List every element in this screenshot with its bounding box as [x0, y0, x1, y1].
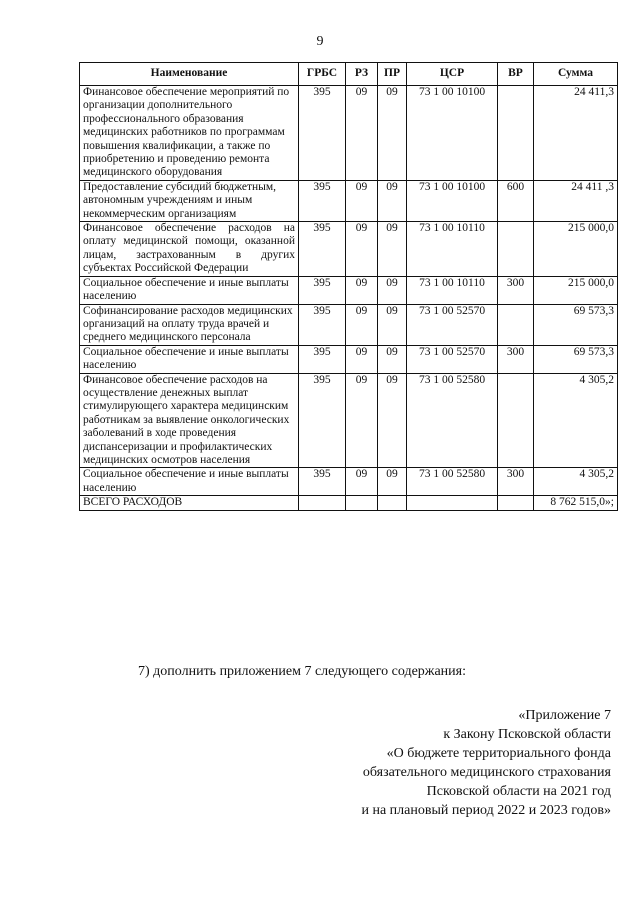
table-row	[80, 468, 618, 496]
table-row	[80, 222, 618, 277]
row-name: Софинансирование расходов медицинских организаций на оплату труда врачей и среднего медицинского персонала	[80, 304, 299, 345]
row-grbs: 395	[299, 222, 346, 277]
row-pr: 09	[378, 86, 407, 181]
table-header-row	[80, 63, 618, 86]
row-csr: 73 1 00 52570	[407, 345, 498, 373]
header-grbs: ГРБС	[299, 63, 346, 86]
row-name: Финансовое обеспечение мероприятий по организации дополнительного профессионального образования медицинских работников по программам повышения квалификации, а также по приобретению и проведению ремонта медицинского оборудования	[80, 86, 299, 181]
row-rz: 09	[346, 180, 378, 221]
row-rz: 09	[346, 468, 378, 496]
row-sum: 4 305,2	[534, 468, 618, 496]
appendix-header	[251, 706, 611, 820]
row-vr	[498, 373, 534, 468]
header-csr: ЦСР	[407, 63, 498, 86]
total-label: ВСЕГО РАСХОДОВ	[80, 496, 299, 511]
appendix-header-line: «О бюджете территориального фонда	[386, 746, 611, 761]
row-vr	[498, 304, 534, 345]
header-vr: ВР	[498, 63, 534, 86]
row-vr: 300	[498, 468, 534, 496]
row-rz: 09	[346, 276, 378, 304]
table-row	[80, 180, 618, 221]
row-name: Социальное обеспечение и иные выплаты населению	[80, 468, 299, 496]
row-name: Социальное обеспечение и иные выплаты населению	[80, 345, 299, 373]
row-csr: 73 1 00 10100	[407, 86, 498, 181]
table-row	[80, 276, 618, 304]
row-csr: 73 1 00 52580	[407, 373, 498, 468]
row-csr: 73 1 00 52580	[407, 468, 498, 496]
row-csr: 73 1 00 10110	[407, 276, 498, 304]
row-grbs: 395	[299, 468, 346, 496]
row-vr: 600	[498, 180, 534, 221]
row-grbs: 395	[299, 345, 346, 373]
appendix-header-line: Псковской области на 2021 год	[426, 784, 611, 799]
row-sum: 69 573,3	[534, 304, 618, 345]
row-pr: 09	[378, 373, 407, 468]
row-sum: 69 573,3	[534, 345, 618, 373]
row-name: Социальное обеспечение и иные выплаты населению	[80, 276, 299, 304]
row-vr	[498, 222, 534, 277]
budget-table	[79, 62, 618, 511]
row-grbs: 395	[299, 180, 346, 221]
row-pr: 09	[378, 304, 407, 345]
row-name: Финансовое обеспечение расходов на оплату медицинской помощи, оказанной лицам, застрахованным в других субъектах Российской Федерации	[80, 222, 299, 277]
header-rz: РЗ	[346, 63, 378, 86]
row-sum: 24 411,3	[534, 86, 618, 181]
row-vr: 300	[498, 345, 534, 373]
row-name: Финансовое обеспечение расходов на осуществление денежных выплат стимулирующего характера медицинским работникам за выявление онкологических заболеваний в ходе проведения диспансеризации и профилактических медицинских осмотров населения	[80, 373, 299, 468]
table-row	[80, 345, 618, 373]
row-rz: 09	[346, 304, 378, 345]
row-grbs: 395	[299, 373, 346, 468]
row-pr: 09	[378, 222, 407, 277]
row-pr: 09	[378, 345, 407, 373]
row-csr: 73 1 00 52570	[407, 304, 498, 345]
row-csr: 73 1 00 10100	[407, 180, 498, 221]
row-name: Предоставление субсидий бюджетным, автономным учреждениям и иным некоммерческим организациям	[80, 180, 299, 221]
row-vr	[498, 86, 534, 181]
row-grbs: 395	[299, 304, 346, 345]
appendix-header-line: и на плановый период 2022 и 2023 годов»	[361, 803, 611, 818]
header-sum: Сумма	[534, 63, 618, 86]
row-pr: 09	[378, 180, 407, 221]
row-sum: 215 000,0	[534, 276, 618, 304]
row-rz: 09	[346, 222, 378, 277]
row-rz: 09	[346, 373, 378, 468]
total-row	[80, 496, 618, 511]
total-sum: 8 762 515,0»;	[534, 496, 618, 511]
header-name: Наименование	[80, 63, 299, 86]
appendix-header-line: обязательного медицинского страхования	[362, 765, 611, 780]
appendix-header-line: к Закону Псковской области	[443, 727, 611, 742]
table-row	[80, 86, 618, 181]
row-pr: 09	[378, 276, 407, 304]
row-vr: 300	[498, 276, 534, 304]
table-row	[80, 373, 618, 468]
row-rz: 09	[346, 86, 378, 181]
row-csr: 73 1 00 10110	[407, 222, 498, 277]
table-row	[80, 304, 618, 345]
row-sum: 24 411 ,3	[534, 180, 618, 221]
row-sum: 215 000,0	[534, 222, 618, 277]
amendment-paragraph: 7) дополнить приложением 7 следующего содержания:	[138, 664, 466, 679]
row-pr: 09	[378, 468, 407, 496]
header-pr: ПР	[378, 63, 407, 86]
row-rz: 09	[346, 345, 378, 373]
page-number: 9	[316, 34, 324, 49]
row-sum: 4 305,2	[534, 373, 618, 468]
row-grbs: 395	[299, 276, 346, 304]
row-grbs: 395	[299, 86, 346, 181]
appendix-header-line: «Приложение 7	[518, 708, 611, 723]
